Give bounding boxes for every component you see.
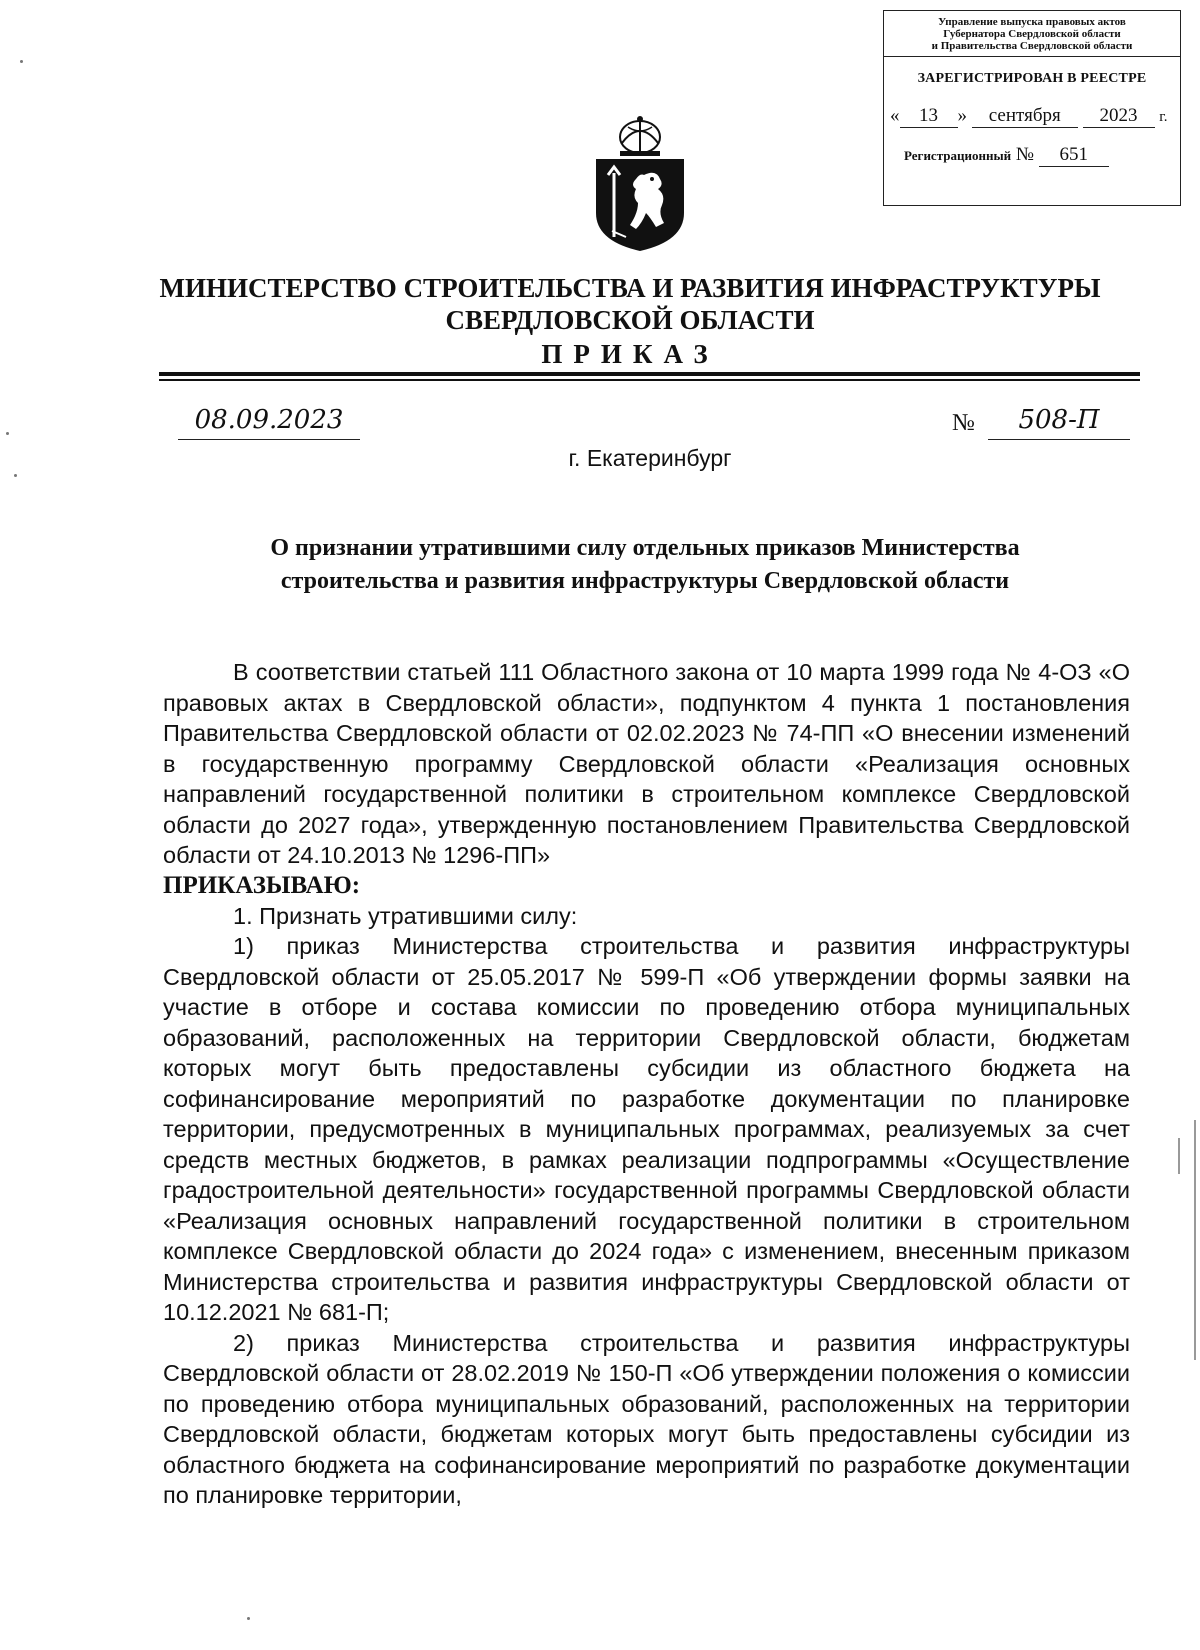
- stamp-date: [884, 105, 1180, 128]
- registration-stamp: [883, 10, 1181, 206]
- ministry-title-line: МИНИСТЕРСТВО СТРОИТЕЛЬСТВА И РАЗВИТИЯ ИНФРАСТРУКТУРЫ: [159, 273, 1101, 303]
- scan-speck: [20, 60, 23, 63]
- order-subject-line: О признании утратившими силу отдельных приказов Министерства: [270, 535, 1020, 561]
- stamp-header-line: Губернатора Свердловской области: [943, 28, 1121, 40]
- stamp-reg-number-sign: №: [1015, 144, 1034, 165]
- header-rule-thick: [159, 372, 1140, 376]
- stamp-date-open-quote: «: [890, 105, 900, 126]
- stamp-date-day: 13: [900, 105, 958, 128]
- stamp-date-month: сентября: [972, 105, 1078, 128]
- order-subject: [160, 532, 1130, 598]
- stamp-header: [884, 11, 1180, 57]
- stamp-header-line: Управление выпуска правовых актов: [938, 16, 1126, 28]
- stamp-registered-label: ЗАРЕГИСТРИРОВАН В РЕЕСТРЕ: [917, 71, 1147, 86]
- order-number-handwritten: 508-П: [988, 405, 1130, 440]
- order-number-sign: №: [952, 410, 975, 436]
- item-1: 1. Признать утратившими силу:: [233, 902, 578, 929]
- ministry-title-line: СВЕРДЛОВСКОЙ ОБЛАСТИ: [445, 305, 815, 335]
- stamp-date-year: 2023: [1083, 105, 1155, 128]
- stamp-reg-number: [884, 144, 1180, 167]
- scan-speck: [14, 474, 17, 477]
- scan-speck: [6, 432, 9, 435]
- stamp-reg-number-label: Регистрационный: [904, 148, 1012, 163]
- order-subject-line: строительства и развития инфраструктуры Свердловской области: [280, 568, 1010, 594]
- scan-edge-mark: [1194, 1120, 1196, 1360]
- document-type-title: ПРИКАЗ: [541, 339, 719, 369]
- item-1-1: 1) приказ Министерства строительства и развития инфраструктуры Свердловской области от 25.05.2017 № 599-П «Об утверждении формы заявки на участие в отборе и состава комиссии по проведению отбора муниципальных образований, расположенных на территории Свердловской области, бюджетам которых могут быть предоставлены субсидии из областного бюджета на софинансирование мероприятий по разработке документации по планировке территории, предусмотренных в муниципальных программах, реализуемых за счет средств местных бюджетов, в рамках реализации подпрограммы «Осуществление градостроительной деятельности» государственной программы Свердловской области «Реализация основных направлений государственной политики в строительном комплексе Свердловской области до 2024 года» с изменением, внесенным приказом Министерства строительства и развития инфраструктуры Свердловской области от 10.12.2021 № 681-П;: [163, 933, 1130, 1325]
- coat-of-arms-icon: [586, 113, 694, 253]
- item-1-2: 2) приказ Министерства строительства и развития инфраструктуры Свердловской области от 28.02.2019 № 150-П «Об утверждении положения о комиссии по проведению отбора муниципальных образований, расположенных на территории Свердловской области, бюджетам которых могут быть предоставлены субсидии из областного бюджета на софинансирование мероприятий по разработке документации по планировке территории,: [163, 1329, 1130, 1508]
- scan-speck: [247, 1617, 250, 1620]
- stamp-header-line: и Правительства Свердловской области: [931, 40, 1133, 52]
- scan-edge-mark: [1178, 1138, 1180, 1174]
- order-directive: ПРИКАЗЫВАЮ:: [163, 871, 361, 899]
- stamp-date-close-quote: »: [957, 105, 967, 126]
- header-rule-thin: [159, 379, 1140, 381]
- preamble-paragraph: В соответствии статьей 111 Областного закона от 10 марта 1999 года № 4-ОЗ «О правовых актах в Свердловской области», подпунктом 4 пункта 1 постановления Правительства Свердловской области от 02.02.2023 № 74-ПП «О внесении изменений в государственную программу Свердловской области «Реализация основных направлений государственной политики в строительном комплексе Свердловской области до 2027 года», утвержденную постановлением Правительства Свердловской области от 24.10.2013 № 1296-ПП»: [163, 659, 1130, 868]
- stamp-reg-number-value: 651: [1039, 144, 1109, 167]
- ministry-title: [130, 272, 1130, 336]
- city-name: г. Екатеринбург: [568, 445, 732, 471]
- order-body: [163, 657, 1130, 1511]
- stamp-date-suffix: г.: [1159, 109, 1168, 125]
- order-date-handwritten: 08.09.2023: [178, 405, 360, 440]
